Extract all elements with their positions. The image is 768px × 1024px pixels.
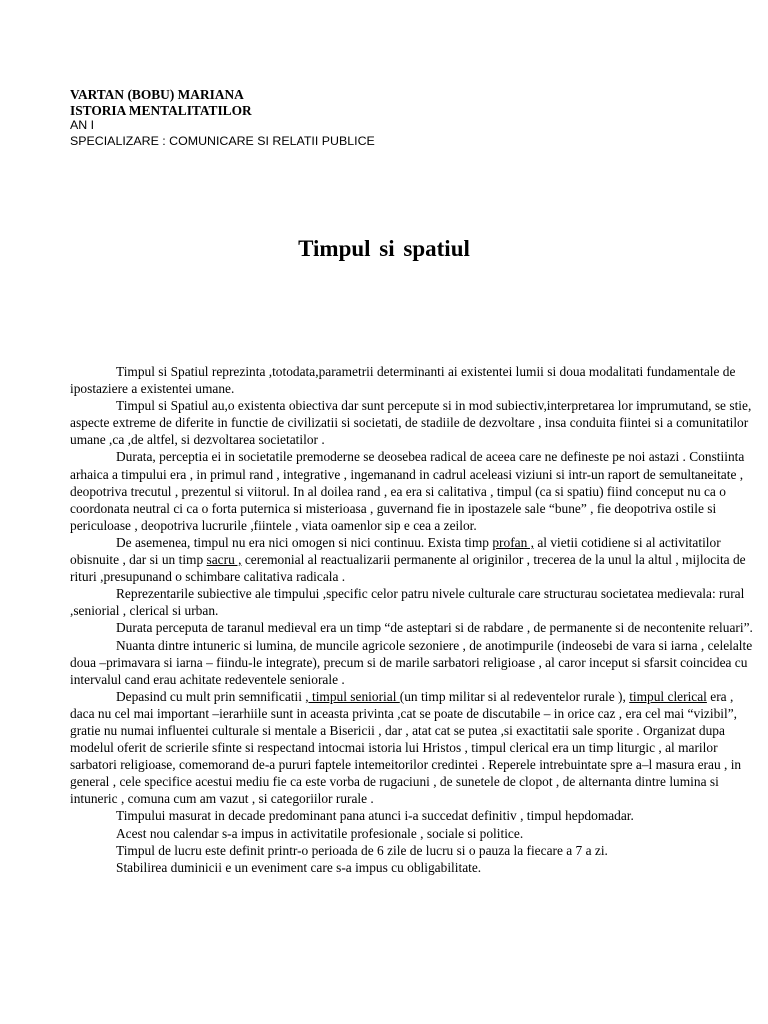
- paragraph: Stabilirea duminicii e un eveniment care s-a impus cu obligabilitate.: [116, 859, 482, 875]
- underlined-term-clerical: timpul clerical: [629, 688, 707, 704]
- paragraph: Durata perceputa de taranul medieval era un timp “de asteptari si de rabdare , de permanente si de necontenite reluari”.: [116, 620, 753, 636]
- study-year: AN I: [70, 118, 95, 133]
- document-header: [70, 87, 375, 149]
- underlined-term-seniorial: , timpul seniorial: [305, 688, 400, 704]
- text-run: De asemenea, timpul nu era nici omogen si nici continuu. Exista timp: [116, 534, 493, 550]
- course-name: ISTORIA MENTALITATILOR: [70, 102, 252, 118]
- paragraph: Timpul si Spatiul reprezinta ,totodata,parametrii determinanti ai existentei lumii si doua modalitati fundamentale de ipostaziere a existentei umane.: [70, 364, 736, 397]
- document-title: Timpul si spatiul: [298, 236, 470, 261]
- paragraph: Reprezentarile subiective ale timpului ,specific celor patru nivele culturale care structurau societatea medievala: rural ,seniorial , clerical si urban.: [70, 586, 745, 619]
- specialization: SPECIALIZARE : COMUNICARE SI RELATII PUBLICE: [70, 133, 375, 148]
- underlined-term-profan: profan ,: [492, 534, 534, 550]
- text-run: ceremonial al reactualizarii permanente al originilor , trecerea de la unul la altul , mijlocita de rituri ,presupunand o schimbare calitativa radicala .: [70, 552, 746, 585]
- text-run: Depasind cu mult prin semnificatii: [116, 688, 306, 704]
- underlined-term-sacru: sacru ,: [206, 552, 242, 568]
- paragraph: Timpul si Spatiul au,o existenta obiectiva dar sunt percepute si in mod subiectiv,interpretarea lor imprumutand, se stie, aspecte extreme de diferite in functie de civilizatii si societati, de stadiile de dezvoltare , insa conduita fiintei si a comunitatilor umane ,ca ,de altfel, si dezvoltarea societatilor .: [70, 398, 752, 448]
- paragraph: Acest nou calendar s-a impus in activitatile profesionale , sociale si politice.: [116, 825, 524, 841]
- paragraph: Durata, perceptia ei in societatile premoderne se deosebea radical de aceea care ne defineste pe noi astazi . Constiinta arhaica a timpului era , in primul rand , integrative , ingemanand in cadrul aceleasi viziuni si intr-un raport de semultaneitate , deopotriva trecutul , prezentul si viitorul. In al doilea rand , ea era si calitativa , timpul (ca si spatiu) fiind conceput nu ca o coordonata neutral ci ca o forta puternica si misterioasa , guvernand fie in ipostazele sale “bune” , fie deopotriva ostile si periculoase , deopotriva lucrurile ,fiintele , viata oamenlor sip e cea a zeilor.: [70, 449, 745, 533]
- paragraph: [70, 688, 760, 808]
- paragraph: Nuanta dintre intuneric si lumina, de muncile agricole sezoniere , de anotimpurile (indeosebi de vara si iarna , celelalte doua –primavara si iarna – fiindu-le integrate), precum si de marile sarbatori religioase , al caror inceput si sfarsit coincidea cu intervalul cand erau achitate redeventele seniorale .: [70, 637, 753, 687]
- paragraph: [70, 534, 760, 585]
- author-name: VARTAN (BOBU) MARIANA: [70, 87, 244, 102]
- document-body: [70, 363, 760, 876]
- text-run: era , daca nu cel mai important –ierarhiile sunt in aceasta privinta ,cat se poate de discutabile – in orice caz , era cel mai “vizibil”, gratie nu numai influentei culturale si mentale a Bisericii , dar , atat cat se putea ,si exactitatii sale sporite . Organizat dupa modelul oferit de scrierile sfinte si respectand intocmai istoria lui Hristos , timpul clerical era un timp liturgic , al marilor sarbatori religioase, comemorand de-a pururi faptele intemeitorilor credintei . Reperele intrebuintate spre a–l masura erau , in general , cele specifice acestui mediu fie ca este vorba de rugaciuni , de sunetele de clopot , de alternanta dintre lumina si intuneric , comuna cum am vazut , si categoriilor rurale .: [70, 688, 742, 807]
- paragraph: Timpul de lucru este definit printr-o perioada de 6 zile de lucru si o pauza la fiecare a 7 a zi.: [116, 842, 608, 858]
- text-run: al vietii cotidiene si al activitatilor obisnuite , dar si un timp: [70, 534, 721, 568]
- paragraph: Timpului masurat in decade predominant pana atunci i-a succedat definitiv , timpul hepdomadar.: [116, 808, 634, 824]
- text-run: (un timp militar si al redeventelor rurale ),: [399, 688, 630, 704]
